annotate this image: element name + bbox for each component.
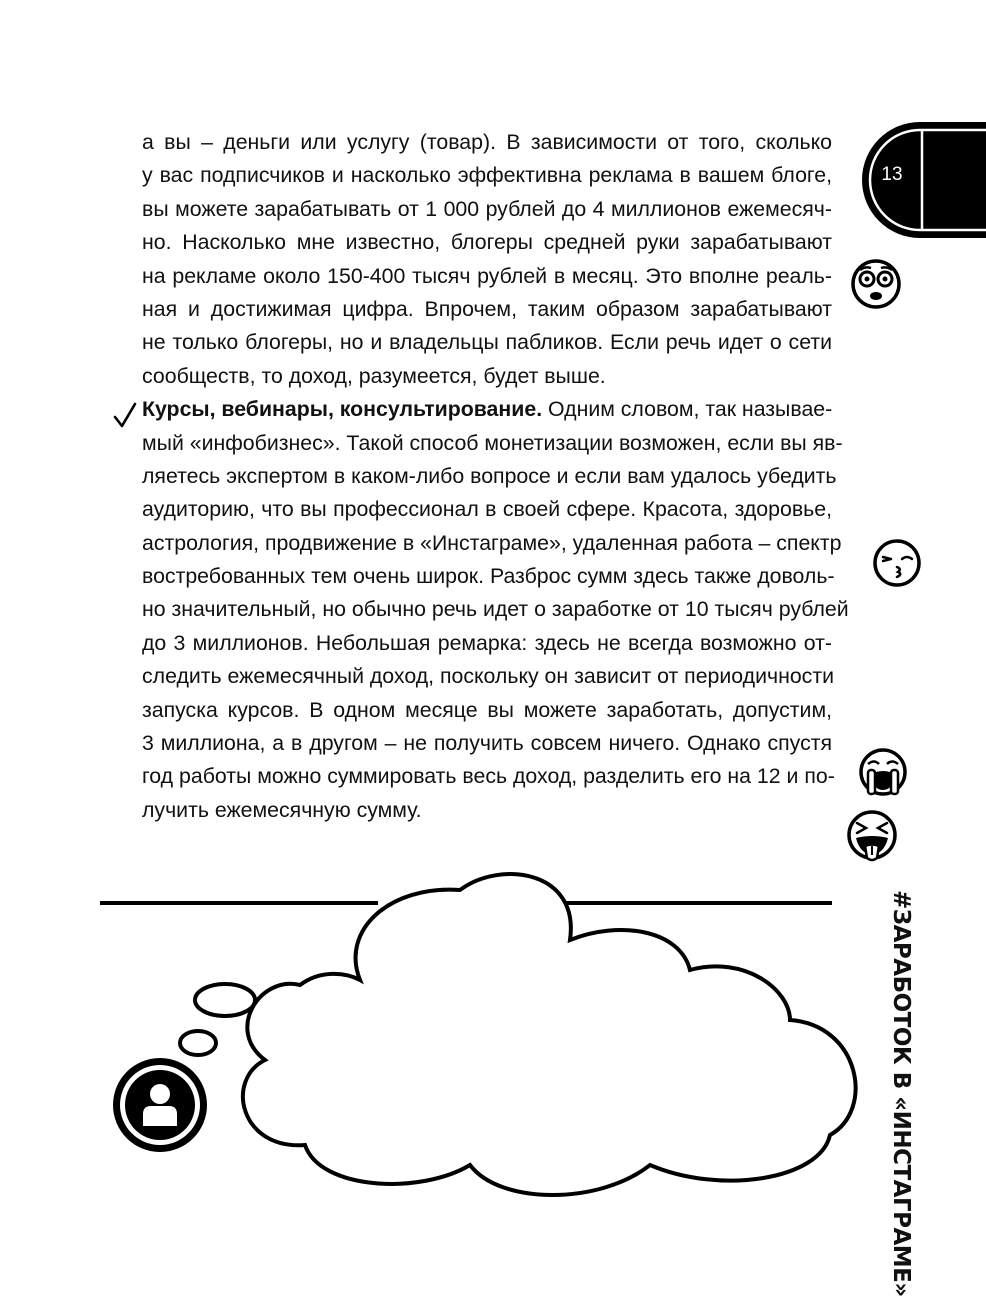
text-line: год работы можно суммировать весь доход, разделить его на 12 и по- xyxy=(142,764,835,789)
text-line: до 3 миллионов. Небольшая ремарка: здесь не всегда возможно от- xyxy=(142,630,832,655)
chapter-side-tag xyxy=(880,890,920,1297)
text-line: на рекламе около 150-400 тысяч рублей в месяц. Это вполне реаль- xyxy=(142,263,832,288)
list-item-bold-lead: Курсы, вебинары, консультирование. xyxy=(142,397,543,422)
text-line: сообществ, то доход, разумеется, будет выше. xyxy=(142,363,606,388)
list-item-lead-rest: Одним словом, так называе- xyxy=(542,397,833,422)
body-text xyxy=(142,126,849,827)
checkmark-icon xyxy=(113,401,137,429)
text-line: следить ежемесячный доход, поскольку он зависит от периодичности xyxy=(142,664,834,689)
text-line: лучить ежемесячную сумму. xyxy=(142,797,422,822)
list-item-first-line xyxy=(142,393,832,426)
text-line: 3 миллиона, а в другом – не получить совсем ничего. Однако спустя xyxy=(142,731,832,756)
text-line: а вы – деньги или услугу (товар). В зависимости от того, сколько xyxy=(142,130,832,154)
text-line: но значительный, но обычно речь идет о заработке от 10 тысяч рублей xyxy=(142,597,849,622)
shocked-face-icon xyxy=(850,258,902,310)
chapter-side-tag-text: #ЗАРАБОТОК В «ИНСТАГРАМЕ» xyxy=(888,890,914,1297)
text-line: ная и достижимая цифра. Впрочем, таким образом зарабатывают xyxy=(142,296,832,321)
text-line: запуска курсов. В одном месяце вы можете заработать, допустим, xyxy=(142,697,832,722)
text-line: востребованных тем очень широк. Разброс сумм здесь также доволь- xyxy=(142,564,835,589)
text-line: ляетесь экспертом в каком-либо вопросе и если вам удалось убедить xyxy=(142,463,837,488)
text-line: вы можете зарабатывать от 1 000 рублей до 4 миллионов ежемесяч- xyxy=(142,196,832,221)
kissing-face-icon xyxy=(872,538,922,588)
text-line: у вас подписчиков и насколько эффективна реклама в вашем блоге, xyxy=(142,163,832,188)
thought-cloud xyxy=(0,860,870,1200)
text-line: астрология, продвижение в «Инстаграме», удаленная работа – спектр xyxy=(142,530,842,555)
laughing-tongue-face-icon xyxy=(846,808,898,862)
page-number: 13 xyxy=(881,164,903,185)
crying-face-icon xyxy=(858,746,908,798)
text-line: аудиторию, что вы профессионал в своей сфере. Красота, здоровье, xyxy=(142,497,832,522)
user-avatar-icon xyxy=(113,1058,207,1152)
text-line: но. Насколько мне известно, блогеры средней руки зарабатывают xyxy=(142,230,832,255)
text-line: не только блогеры, но и владельцы пабликов. Если речь идет о сети xyxy=(142,330,832,355)
text-line: мый «инфобизнес». Такой способ монетизации возможен, если вы яв- xyxy=(142,430,843,455)
